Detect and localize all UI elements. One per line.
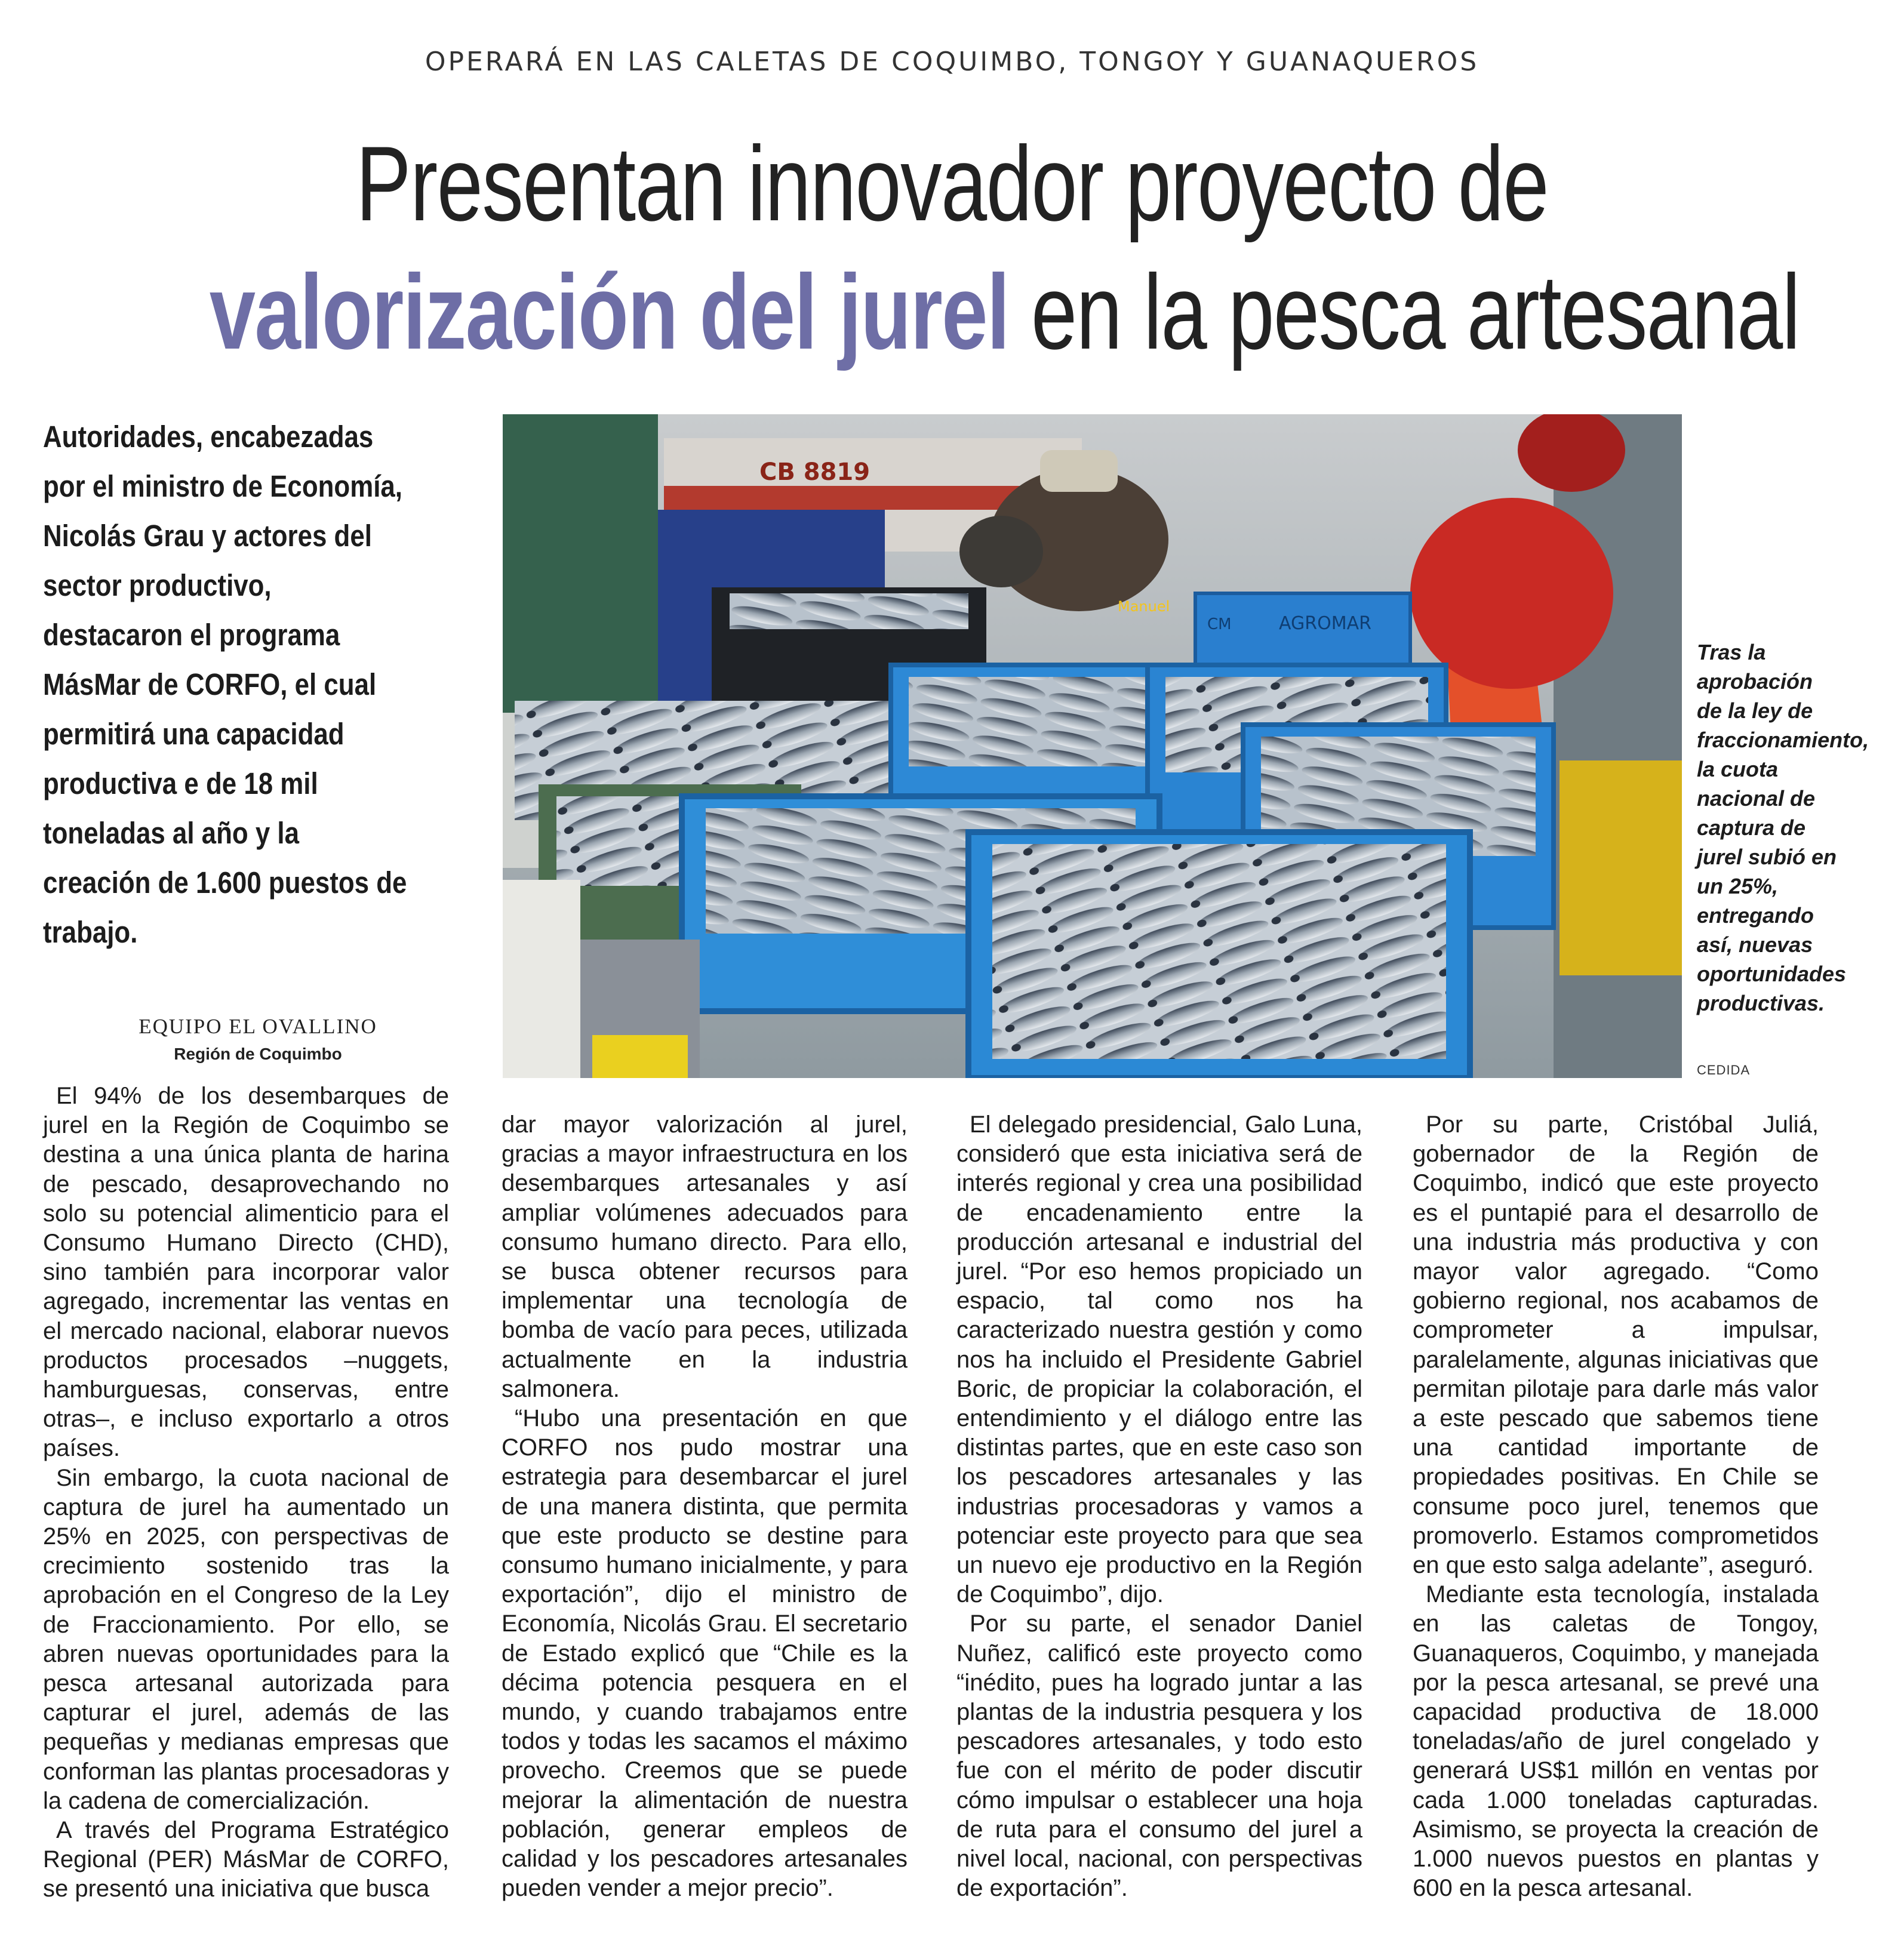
article-column-2 [502, 1110, 908, 1903]
fish-crates-photo [503, 414, 1682, 1078]
paragraph: Por su parte, Cristóbal Juliá, gobernador de la Región de Coquimbo, indicó que este proyecto es el puntapié para el desarrollo de una industria más productiva y con mayor valor agregado. “Como gobierno regional, nos acabamos de comprometer a impulsar, paralelamente, algunas iniciativas que permitan pilotaje para darle más valor a este pescado que sabemos tiene una cantidad importante de propiedades positivas. En Chile se consume poco jurel, tenemos que promoverlo. Estamos comprometidos en que esto salga adelante”, aseguró. [1413, 1111, 1819, 1579]
shirt-print: Manuel [1118, 598, 1170, 615]
crate-label: AGROMAR [1279, 613, 1371, 634]
byline-author: EQUIPO EL OVALLINO [139, 1015, 377, 1038]
headline-rest: en la pesca artesanal [1008, 252, 1800, 371]
article-column-3 [956, 1110, 1362, 1903]
paragraph: Sin embargo, la cuota nacional de captura de jurel ha aumentado un 25% en 2025, con perspectivas de crecimiento sostenido tras la aprobación en el Congreso de la Ley de Fraccionamiento. Por ello, se abren nuevas oportunidades para la pesca artesanal autorizada para capturar el jurel, además de las pequeñas y medianas empresas que conforman las plantas procesadoras y la cadena de comercialización. [43, 1464, 449, 1814]
photo-caption: Tras la aprobación de la ley de fraccionamiento, la cuota nacional de captura de jurel subió en un 25%, entregando así, nuevas oportunidades productivas. [1697, 640, 1869, 1015]
headline-line-2 [209, 251, 1800, 373]
headline-accent: valorización del jurel [209, 252, 1009, 371]
paragraph: Mediante esta tecnología, instalada en las caletas de Tongoy, Guanaqueros, Coquimbo, y manejada por la pesca artesanal, se prevé una capacidad productiva de 18.000 toneladas/año de jurel congelado y generará US$1 millón en ventas por cada 1.000 toneladas capturadas. Asimismo, se proyecta la creación de 1.000 nuevos puestos en plantas y 600 en la pesca artesanal. [1413, 1581, 1819, 1902]
crate-mark: CM [1207, 615, 1232, 633]
boat-number: CB 8819 [759, 458, 871, 486]
article-column-1 [43, 1082, 449, 1904]
paragraph: dar mayor valorización al jurel, gracias a mayor infraestructura en los desembarques artesanales y así ampliar volúmenes adecuados para consumo humano directo. Para ello, se busca obtener recursos para implementar una tecnología de bomba de vacío para peces, utilizada actualmente en la industria salmonera. [502, 1111, 908, 1402]
paragraph: Por su parte, el senador Daniel Nuñez, calificó este proyecto como “inédito, pues ha logrado juntar a las plantas de la industria pesquera y los pescadores artesanales, y todo esto fue con el mérito de poder discutir cómo impulsar o establecer una hoja de ruta para el consumo del jurel a nivel local, nacional, con perspectivas de exportación”. [956, 1610, 1362, 1902]
byline-place: Región de Coquimbo [174, 1045, 342, 1063]
article-column-4 [1413, 1110, 1819, 1903]
paragraph: A través del Programa Estratégico Regional (PER) MásMar de CORFO, se presentó una iniciativa que busca [43, 1817, 449, 1902]
photo-credit: CEDIDA [1697, 1063, 1751, 1077]
lede: Autoridades, encabezadas por el ministro de Economía, Nicolás Grau y actores del sector productivo, destacaron el programa MásMar de CORFO, el cual permitirá una capacidad productiva e de 18 mil toneladas al año y la creación de 1.600 puestos de trabajo. [43, 420, 407, 949]
byline [43, 1015, 473, 1064]
paragraph: “Hubo una presentación en que CORFO nos pudo mostrar una estrategia para desembarcar el jurel de una manera distinta, que permita que este producto se destine para consumo humano inicialmente, y para exportación”, dijo el ministro de Economía, Nicolás Grau. El secretario de Estado explicó que “Chile es la décima potencia pesquera en el mundo, y cuando trabajamos entre todos y todas les sacamos el máximo provecho. Creemos que se puede mejorar la alimentación de nuestra población, generar empleos de calidad y los pescadores artesanales pueden vender a mejor precio”. [502, 1405, 908, 1902]
kicker: OPERARÁ EN LAS CALETAS DE COQUIMBO, TONGOY Y GUANAQUEROS [425, 47, 1479, 77]
paragraph: El delegado presidencial, Galo Luna, consideró que esta iniciativa será de interés regional y crea una posibilidad de encadenamiento entre la producción artesanal e industrial del jurel. “Por eso hemos propiciado un espacio, tal como nos ha caracterizado nuestra gestión y como nos ha incluido el Presidente Gabriel Boric, de propiciar la colaboración, el entendimiento y el diálogo entre las distintas partes, que en este caso son los pescadores artesanales y las industrias procesadoras y vamos a potenciar este proyecto para que sea un nuevo eje productivo en la Región de Coquimbo”, dijo. [956, 1111, 1362, 1608]
headline-line-1: Presentan innovador proyecto de [355, 124, 1549, 243]
paragraph: El 94% de los desembarques de jurel en la Región de Coquimbo se destina a una única planta de harina de pescado, desaprovechando no solo su potencial alimenticio para el Consumo Humano Directo (CHD), sino también para incorporar valor agregado, incrementar las ventas en el mercado nacional, elaborar nuevos productos procesados –nuggets, hamburguesas, conservas, entre otras–, e incluso exportarlo a otros países. [43, 1083, 449, 1462]
